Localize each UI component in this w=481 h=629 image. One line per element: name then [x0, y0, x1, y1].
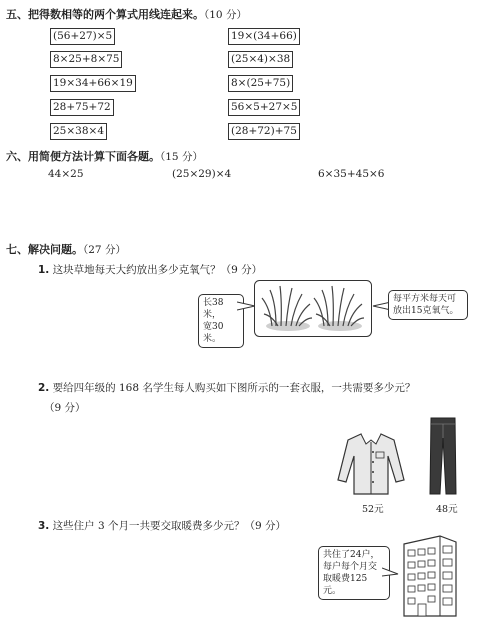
- section-7-points: （27 分）: [83, 244, 126, 256]
- grass-field-illustration: [254, 280, 372, 337]
- calc-item-2: (25×29)×4: [172, 168, 232, 180]
- question-2-points: （9 分）: [44, 402, 86, 414]
- bubble-line: 取暖费125元。: [323, 574, 368, 596]
- pants-icon: [428, 416, 458, 496]
- bubble-line: 每户每个月交: [323, 562, 378, 572]
- expr-left-4: 28+75+72: [50, 99, 114, 116]
- expr-right-4: 56×5+27×5: [228, 99, 300, 116]
- section-7-heading: [6, 241, 126, 257]
- shirt-icon: [336, 430, 406, 498]
- bubble-line: 每平方米每天可: [393, 294, 457, 304]
- question-3: [38, 518, 286, 533]
- question-1-text: 这块草地每天大约放出多少克氧气？（9 分）: [52, 264, 263, 276]
- bubble-line: 长38米，: [203, 298, 224, 320]
- question-2: [38, 380, 478, 395]
- expr-left-1: (56+27)×5: [50, 28, 115, 45]
- section-6-heading: [6, 148, 203, 164]
- expr-right-1: 19×(34+66): [228, 28, 300, 45]
- expr-right-3: 8×(25+75): [228, 75, 293, 92]
- section-6-points: （15 分）: [160, 151, 203, 163]
- expr-right-5: (28+72)+75: [228, 123, 300, 140]
- question-2-text: 要给四年级的 168 名学生每人购买如下图所示的一套衣服，一共需要多少元？: [52, 382, 416, 394]
- section-5-heading: [6, 6, 247, 22]
- question-3-text: 这些住户 3 个月一共要交取暖费多少元？（9 分）: [52, 520, 287, 532]
- expr-left-2: 8×25+8×75: [50, 51, 122, 68]
- expr-left-3: 19×34+66×19: [50, 75, 136, 92]
- speech-bubble-oxygen: [388, 290, 468, 320]
- expr-right-2: (25×4)×38: [228, 51, 293, 68]
- section-7-title: 七、解决问题。: [6, 243, 83, 256]
- bubble-line: 共住了24户，: [323, 550, 380, 560]
- question-3-number: 3.: [38, 520, 50, 532]
- section-5-title: 五、把得数相等的两个算式用线连起来。: [6, 8, 204, 21]
- expr-left-5: 25×38×4: [50, 123, 107, 140]
- question-2-number: 2.: [38, 382, 50, 394]
- question-1: [38, 262, 262, 277]
- question-1-number: 1.: [38, 264, 50, 276]
- section-6-title: 六、用简便方法计算下面各题。: [6, 150, 160, 163]
- pants-price: 48元: [436, 504, 458, 515]
- apartment-building-icon: [396, 532, 462, 618]
- calc-item-1: 44×25: [48, 168, 84, 180]
- section-5-points: （10 分）: [204, 9, 247, 21]
- bubble-line: 放出15克氧气。: [393, 306, 459, 316]
- shirt-price: 52元: [362, 504, 384, 515]
- bubble-line: 宽30米。: [203, 322, 224, 344]
- speech-bubble-heating: [318, 546, 390, 600]
- calc-item-3: 6×35+45×6: [318, 168, 385, 180]
